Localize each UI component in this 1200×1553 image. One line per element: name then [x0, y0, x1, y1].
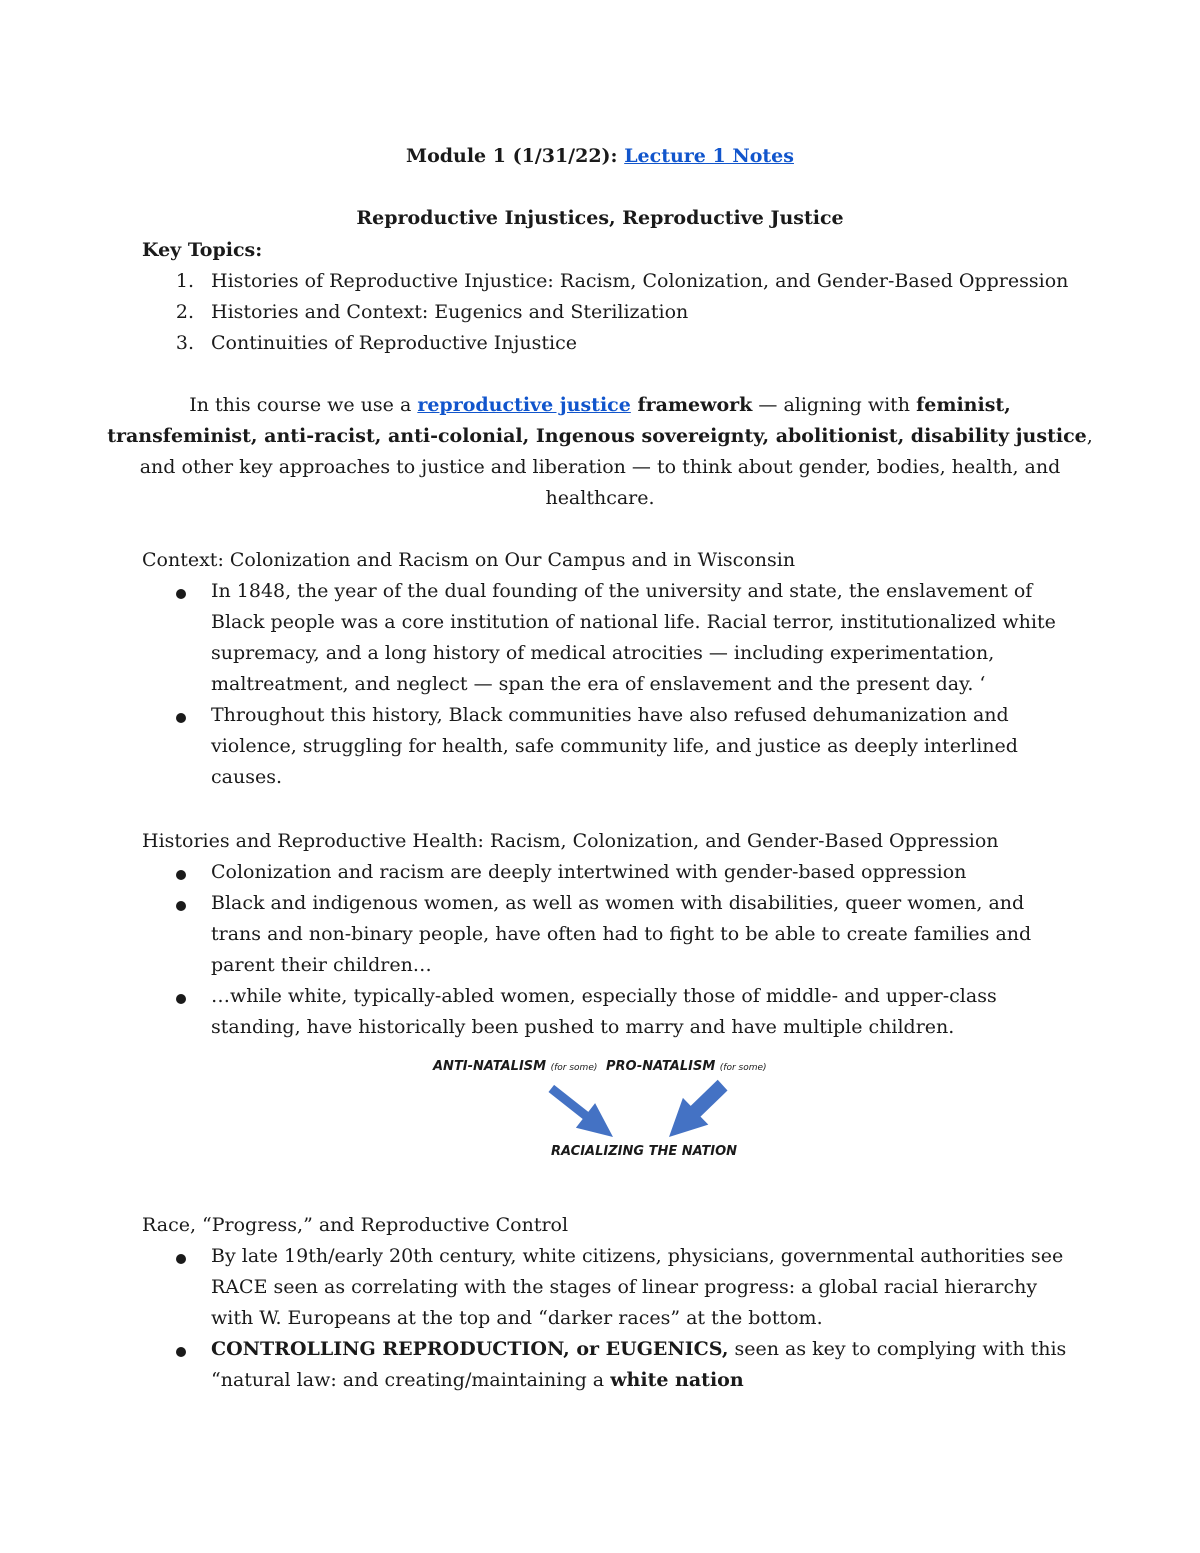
text-span: In this course we use a	[189, 394, 418, 416]
arrow-down-right-icon	[549, 1085, 614, 1137]
framework-line-3: and other key approaches to justice and liberation — to think about gender, bodies, health, and	[139, 456, 1061, 478]
list-number: 3.	[175, 332, 194, 354]
bullet-icon	[176, 1254, 186, 1264]
list-text: Colonization and racism are deeply intertwined with gender-based oppression	[211, 861, 967, 883]
label-text: PRO-NATALISM	[606, 1059, 716, 1074]
list-text: Throughout this history, Black communities have also refused dehumanization and violence, struggling for health, safe community life, and justice as deeply interlined causes.	[211, 704, 1018, 788]
label-note: (for some)	[719, 1063, 767, 1073]
text-span: — aligning with	[752, 394, 917, 416]
text-span: ,	[1086, 425, 1093, 447]
framework-line-4: healthcare.	[545, 487, 655, 509]
racializing-nation-label: RACIALIZING THE NATION	[551, 1144, 738, 1159]
list-text: …while white, typically-abled women, especially those of middle- and upper-class standing, have historically been pushed to marry and have multiple children.	[211, 985, 997, 1038]
list-text: In 1848, the year of the dual founding of the university and state, the enslavement of Black people was a core institution of national life. Racial terror, institutionalized white supremacy, and a long history of medical atrocities — including experimentation, maltreatment, and neglect — span the era of enslavement and the present day. ‘	[211, 580, 1056, 695]
bullet-icon	[176, 1347, 186, 1357]
bold-span: feminist,	[916, 394, 1011, 416]
white-nation-bold: white nation	[610, 1369, 744, 1391]
list-text: Histories and Context: Eugenics and Sterilization	[211, 301, 689, 323]
list-text	[211, 1334, 1071, 1396]
list-text: Black and indigenous women, as well as women with disabilities, queer women, and trans and non-binary people, have often had to fight to be able to create families and parent their children…	[211, 892, 1032, 976]
label-text: ANTI-NATALISM	[433, 1059, 547, 1074]
eugenics-bold: CONTROLLING REPRODUCTION, or EUGENICS,	[211, 1338, 729, 1360]
label-note: (for some)	[550, 1063, 598, 1073]
race-heading: Race, “Progress,” and Reproductive Control	[142, 1214, 569, 1236]
list-number: 1.	[175, 270, 194, 292]
arrow-down-left-icon	[669, 1080, 728, 1137]
lecture-notes-link[interactable]: Lecture 1 Notes	[624, 145, 794, 167]
list-text: Continuities of Reproductive Injustice	[211, 332, 577, 354]
reproductive-justice-link[interactable]: reproductive justice	[417, 394, 631, 416]
text-span: seen as key to complying with this “natural law: and creating/maintaining a	[211, 1338, 1067, 1391]
context-heading: Context: Colonization and Racism on Our Campus and in Wisconsin	[142, 549, 796, 571]
module-prefix: Module 1 (1/31/22):	[406, 145, 625, 167]
list-text: By late 19th/early 20th century, white citizens, physicians, governmental authorities see RACE seen as correlating with the stages of linear progress: a global racial hierarchy with W. Europeans at the top and “darker races” at the bottom.	[211, 1245, 1064, 1329]
histories-heading: Histories and Reproductive Health: Racism, Colonization, and Gender-Based Oppression	[142, 830, 999, 852]
key-topics-label: Key Topics:	[142, 239, 263, 261]
bold-span: framework	[630, 394, 753, 416]
bold-span: transfeminist, anti-racist, anti-colonial, Ingenous sovereignty, abolitionist, disability justice	[107, 425, 1087, 447]
list-text: Histories of Reproductive Injustice: Racism, Colonization, and Gender-Based Oppression	[211, 270, 1069, 292]
page-subtitle: Reproductive Injustices, Reproductive Justice	[356, 207, 844, 229]
list-number: 2.	[175, 301, 194, 323]
